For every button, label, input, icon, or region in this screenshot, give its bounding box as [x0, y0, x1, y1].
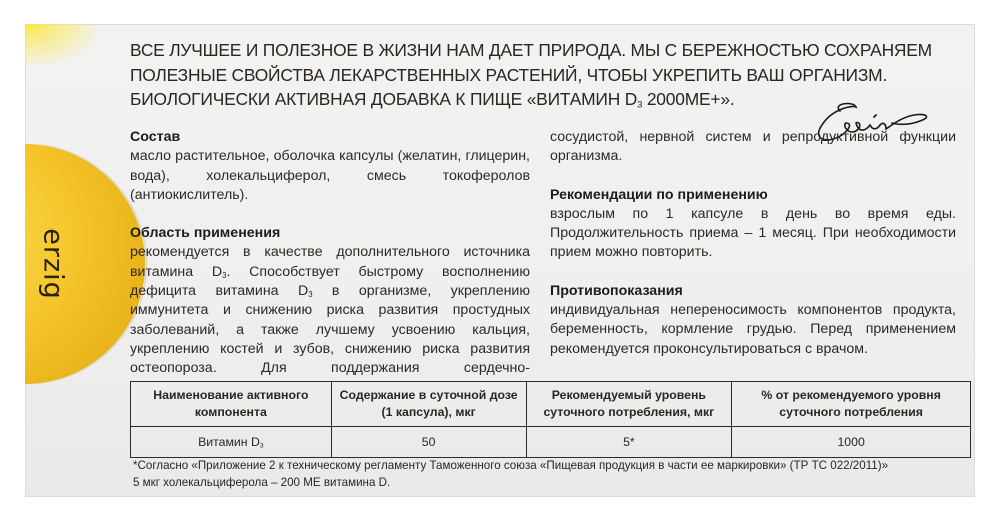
- table-header-row: [131, 382, 971, 427]
- recommendations-title: Рекомендации по применению: [550, 186, 768, 203]
- composition-text: масло растительное, оболочка капсулы (желатин, глицерин, вода), холекальциферол, смесь токоферолов (антиокислитель).: [130, 148, 530, 203]
- contraindications-text: индивидуальная непереносимость компонентов продукта, беременность, кормление грудью. Перед применением рекомендуется проконсультироваться с врачом.: [550, 302, 956, 357]
- nutrient-table: [130, 381, 971, 458]
- right-column: [550, 128, 956, 359]
- footnote-line-2: 5 мкг холекальциферола – 200 МЕ витамина D.: [133, 476, 391, 489]
- footnote-line-1: *Согласно «Приложение 2 к техническому регламенту Таможенного союза «Пищевая продукция в части ее маркировки» (ТР ТС 022/2011)»: [133, 459, 889, 472]
- table-cell-dose: 50: [331, 427, 526, 458]
- application-title: Область применения: [130, 225, 281, 242]
- recommendations-text: взрослым по 1 капсуле в день во время еды. Продолжительность приема – 1 месяц. При необходимости прием можно повторить.: [550, 205, 956, 261]
- left-column: [130, 128, 530, 379]
- application-text: рекомендуется в качестве дополнительного источника витамина $D_3$. Способствует быстрому восполнению дефицита витамина $D_3$ в организме, укреплению иммунитета и снижению риска развития простудных заболеваний, а также лучшему усвоению кальция, укреплению костей и зубов, снижению риска развития остеопороза. Для поддержания сердечно-: [130, 244, 530, 377]
- contraindications-title: Противопоказания: [550, 282, 683, 299]
- table-cell-component: Витамин $D_3$: [131, 427, 332, 458]
- table-header: Рекомендуемый уровень суточного потребления, мкг: [526, 382, 732, 427]
- table-header: % от рекомендуемого уровня суточного потребления: [732, 382, 971, 427]
- table-row: [131, 427, 971, 458]
- headline-line-2: ПОЛЕЗНЫЕ СВОЙСТВА ЛЕКАРСТВЕННЫХ РАСТЕНИЙ, ЧТОБЫ УКРЕПИТЬ ВАШ ОРГАНИЗМ.: [130, 64, 888, 85]
- table-header: Наименование активного компонента: [131, 382, 332, 427]
- headline-line-3: БИОЛОГИЧЕСКИ АКТИВНАЯ ДОБАВКА К ПИЩЕ «ВИТАМИН $D_3$ 2000МЕ+».: [130, 89, 735, 111]
- brand-logo: erzig: [37, 228, 69, 300]
- table-cell-recommended: 5*: [526, 427, 732, 458]
- headline-line-1: ВСЕ ЛУЧШЕЕ И ПОЛЕЗНОЕ В ЖИЗНИ НАМ ДАЕТ ПРИРОДА. МЫ С БЕРЕЖНОСТЬЮ СОХРАНЯЕМ: [130, 40, 932, 60]
- footnote: [133, 457, 888, 491]
- package-panel: [25, 24, 975, 497]
- table-cell-percent: 1000: [732, 427, 971, 458]
- composition-title: Состав: [130, 129, 181, 145]
- application-continuation: сосудистой, нервной систем и репродуктивной функции организма.: [550, 129, 956, 165]
- corner-glow: [25, 24, 95, 64]
- table-header: Содержание в суточной дозе (1 капсула), мкг: [331, 382, 526, 427]
